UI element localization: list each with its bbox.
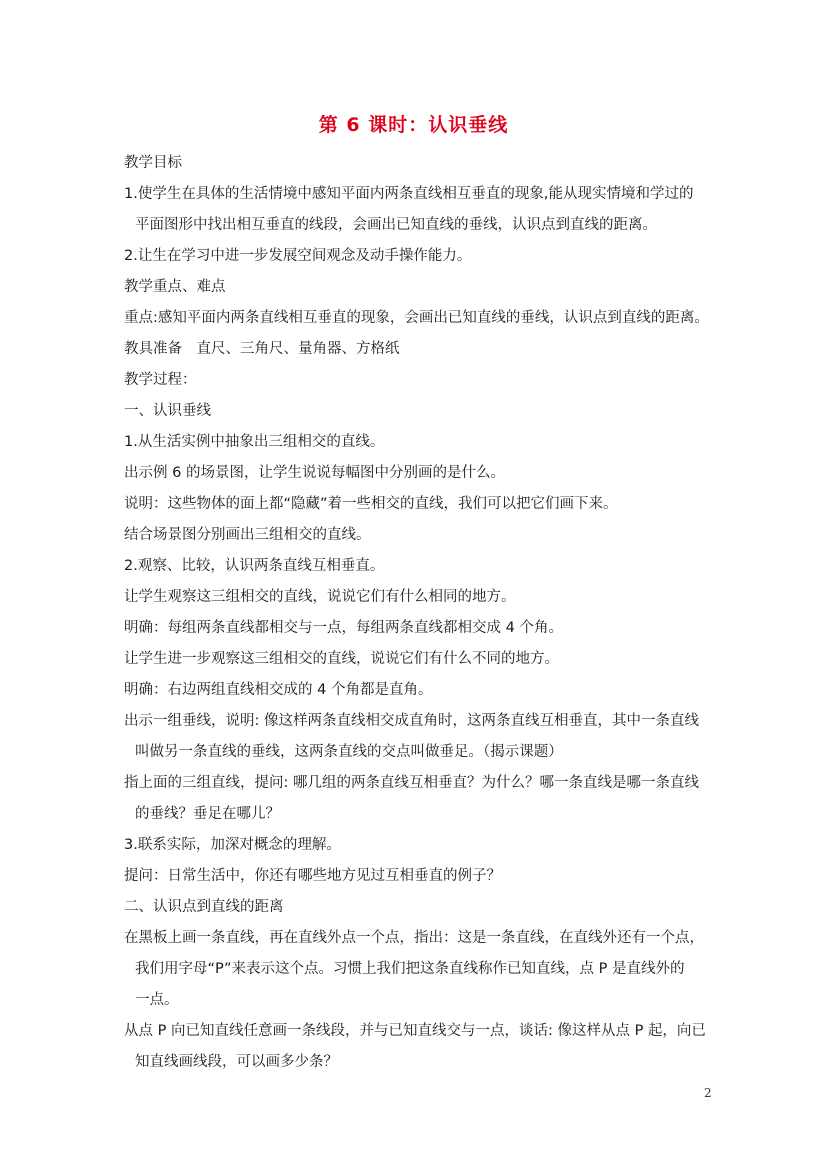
paragraph-line: 让学生进一步观察这三组相交的直线，说说它们有什么不同的地方。 [124,651,559,667]
paragraph-line: 明确：右边两组直线相交成的 4 个角都是直角。 [124,682,433,698]
paragraph-line: 结合场景图分别画出三组相交的直线。 [124,527,371,543]
lesson-title: 第 6 课时：认识垂线 [318,114,509,136]
paragraph-line-continued: 知直线画线段，可以画多少条？ [135,1054,338,1070]
step-3-heading: 3.联系实际，加深对概念的理解。 [124,837,341,853]
section-1-heading: 一、认识垂线 [124,403,211,419]
paragraph-line: 在黑板上画一条直线，再在直线外点一个点，指出：这是一条直线，在直线外还有一个点， [124,930,704,946]
key-points-text: 重点:感知平面内两条直线相互垂直的现象，会画出已知直线的垂线，认识点到直线的距离。 [124,310,709,326]
section-2-heading: 二、认识点到直线的距离 [124,899,284,915]
heading-process: 教学过程： [124,372,197,388]
objective-1-line-1: 1.使学生在具体的生活情境中感知平面内两条直线相互垂直的现象,能从现实情境和学过的 [124,186,694,202]
paragraph-line: 说明：这些物体的面上都“隐藏”着一些相交的直线，我们可以把它们画下来。 [124,496,618,512]
page-number: 2 [704,1086,712,1100]
heading-objectives: 教学目标 [124,155,182,171]
paragraph-line-continued: 我们用字母“P”来表示这个点。习惯上我们把这条直线称作已知直线，点 P 是直线外的 [135,961,685,977]
paragraph-line: 让学生观察这三组相交的直线，说说它们有什么相同的地方。 [124,589,516,605]
heading-key-points: 教学重点、难点 [124,279,226,295]
materials-text: 教具准备 直尺、三角尺、量角器、方格纸 [124,341,400,357]
paragraph-line: 出示一组垂线，说明: 像这样两条直线相交成直角时，这两条直线互相垂直，其中一条直线 [124,713,699,729]
paragraph-line-continued: 叫做另一条直线的垂线，这两条直线的交点叫做垂足。（揭示课题） [135,744,563,760]
step-1-heading: 1.从生活实例中抽象出三组相交的直线。 [124,434,385,450]
paragraph-line: 明确：每组两条直线都相交与一点，每组两条直线都相交成 4 个角。 [124,620,563,636]
paragraph-line: 从点 P 向已知直线任意画一条线段，并与已知直线交与一点，谈话: 像这样从点 P 起，向已 [124,1023,706,1039]
objective-1-line-2: 平面图形中找出相互垂直的线段，会画出已知直线的垂线，认识点到直线的距离。 [135,217,657,233]
paragraph-line-continued: 一点。 [135,992,179,1008]
step-2-heading: 2.观察、比较，认识两条直线互相垂直。 [124,558,385,574]
objective-2: 2.让生在学习中进一步发展空间观念及动手操作能力。 [124,248,472,264]
paragraph-line: 提问：日常生活中，你还有哪些地方见过互相垂直的例子？ [124,868,501,884]
paragraph-line: 出示例 6 的场景图，让学生说说每幅图中分别画的是什么。 [124,465,505,481]
paragraph-line: 指上面的三组直线，提问: 哪几组的两条直线互相垂直？为什么？哪一条直线是哪一条直线 [124,775,699,791]
paragraph-line-continued: 的垂线？垂足在哪儿？ [135,806,280,822]
